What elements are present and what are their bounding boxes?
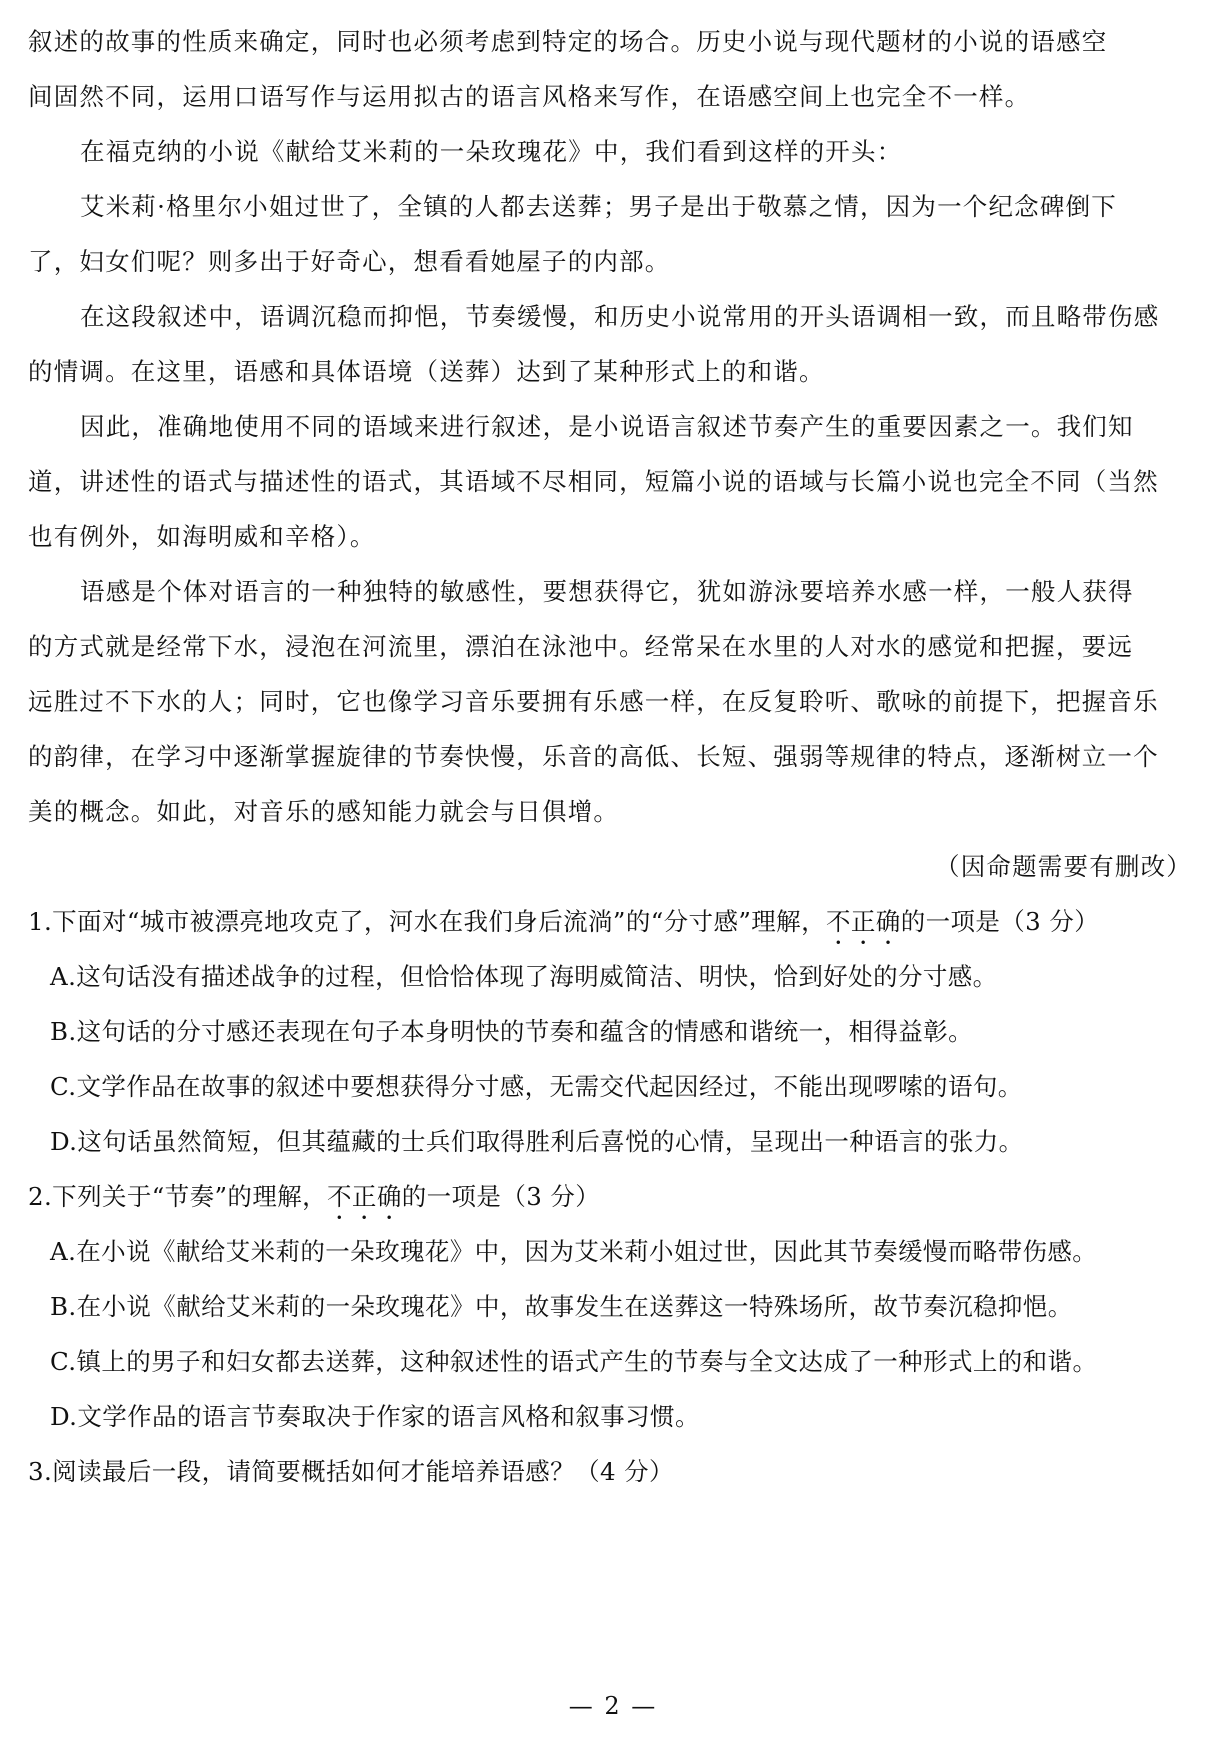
passage-line: 叙述的故事的性质来确定，同时也必须考虑到特定的场合。历史小说与现代题材的小说的语感空 [28,27,1108,56]
emphasis-text: 不正确 [825,907,901,936]
passage-line: 在福克纳的小说《献给艾米莉的一朵玫瑰花》中，我们看到这样的开头： [80,137,903,166]
option-d: D.这句话虽然简短，但其蕴藏的士兵们取得胜利后喜悦的心情，呈现出一种语言的张力。 [50,1127,1024,1156]
passage-line: 在这段叙述中，语调沉稳而抑悒，节奏缓慢，和历史小说常用的开头语调相一致，而且略带伤感 [80,302,1160,331]
question-2 [28,1169,1198,1444]
option-d: D.文学作品的语言节奏取决于作家的语言风格和叙事习惯。 [50,1402,700,1431]
passage-line: 了，妇女们呢？则多出于好奇心，想看看她屋子的内部。 [28,247,671,276]
passage-line: 艾米莉·格里尔小姐过世了，全镇的人都去送葬；男子是出于敬慕之情，因为一个纪念碑倒下 [80,192,1117,221]
passage-line: 间固然不同，运用口语写作与运用拟古的语言风格来写作，在语感空间上也完全不一样。 [28,82,1031,111]
stem-text: 的一项是（3 分） [401,1182,601,1211]
option-b: B.在小说《献给艾米莉的一朵玫瑰花》中，故事发生在送葬这一特殊场所，故节奏沉稳抑悒。 [50,1292,1073,1321]
passage-line: 的韵律，在学习中逐渐掌握旋律的节奏快慢，乐音的高低、长短、强弱等规律的特点，逐渐树立一个 [28,742,1159,771]
option-a: A.这句话没有描述战争的过程，但恰恰体现了海明威简洁、明快，恰到好处的分寸感。 [50,962,998,991]
passage-line: 的情调。在这里，语感和具体语境（送葬）达到了某种形式上的和谐。 [28,357,825,386]
passage-line: 远胜过不下水的人；同时，它也像学习音乐要拥有乐感一样，在反复聆听、歌咏的前提下，把握音乐 [28,687,1159,716]
passage-line: 也有例外，如海明威和辛格）。 [28,522,376,551]
passage-line: 语感是个体对语言的一种独特的敏感性，要想获得它，犹如游泳要培养水感一样，一般人获得 [80,577,1134,606]
passage-line: 因此，准确地使用不同的语域来进行叙述，是小说语言叙述节奏产生的重要因素之一。我们知 [80,412,1134,441]
exam-page [28,14,1198,1499]
passage-line: 的方式就是经常下水，浸泡在河流里，漂泊在泳池中。经常呆在水里的人对水的感觉和把握，要远 [28,632,1134,661]
question-stem [28,894,1198,949]
reading-passage [28,14,1198,894]
passage-line: 美的概念。如此，对音乐的感知能力就会与日俱增。 [28,797,620,826]
option-a: A.在小说《献给艾米莉的一朵玫瑰花》中，因为艾米莉小姐过世，因此其节奏缓慢而略带伤感。 [50,1237,1098,1266]
page-number: — 2 — [568,1692,658,1720]
question-1 [28,894,1198,1169]
stem-text: 的一项是（3 分） [900,907,1100,936]
question-3 [28,1444,1198,1499]
option-c: C.镇上的男子和妇女都去送葬，这种叙述性的语式产生的节奏与全文达成了一种形式上的和谐。 [50,1347,1098,1376]
question-stem: 3.阅读最后一段，请简要概括如何才能培养语感？（4 分） [28,1457,674,1486]
stem-text: 2.下列关于“节奏”的理解， [28,1182,328,1211]
stem-text: 1.下面对“城市被漂亮地攻克了，河水在我们身后流淌”的“分寸感”理解， [28,907,826,936]
option-b: B.这句话的分寸感还表现在句子本身明快的节奏和蕴含的情感和谐统一，相得益彰。 [50,1017,973,1046]
passage-line: 道，讲述性的语式与描述性的语式，其语域不尽相同，短篇小说的语域与长篇小说也完全不同（当然 [28,467,1159,496]
option-c: C.文学作品在故事的叙述中要想获得分寸感，无需交代起因经过，不能出现啰嗦的语句。 [50,1072,1023,1101]
emphasis-text: 不正确 [327,1182,402,1211]
question-stem [28,1169,1198,1224]
source-note: （因命题需要有删改） [935,852,1192,881]
